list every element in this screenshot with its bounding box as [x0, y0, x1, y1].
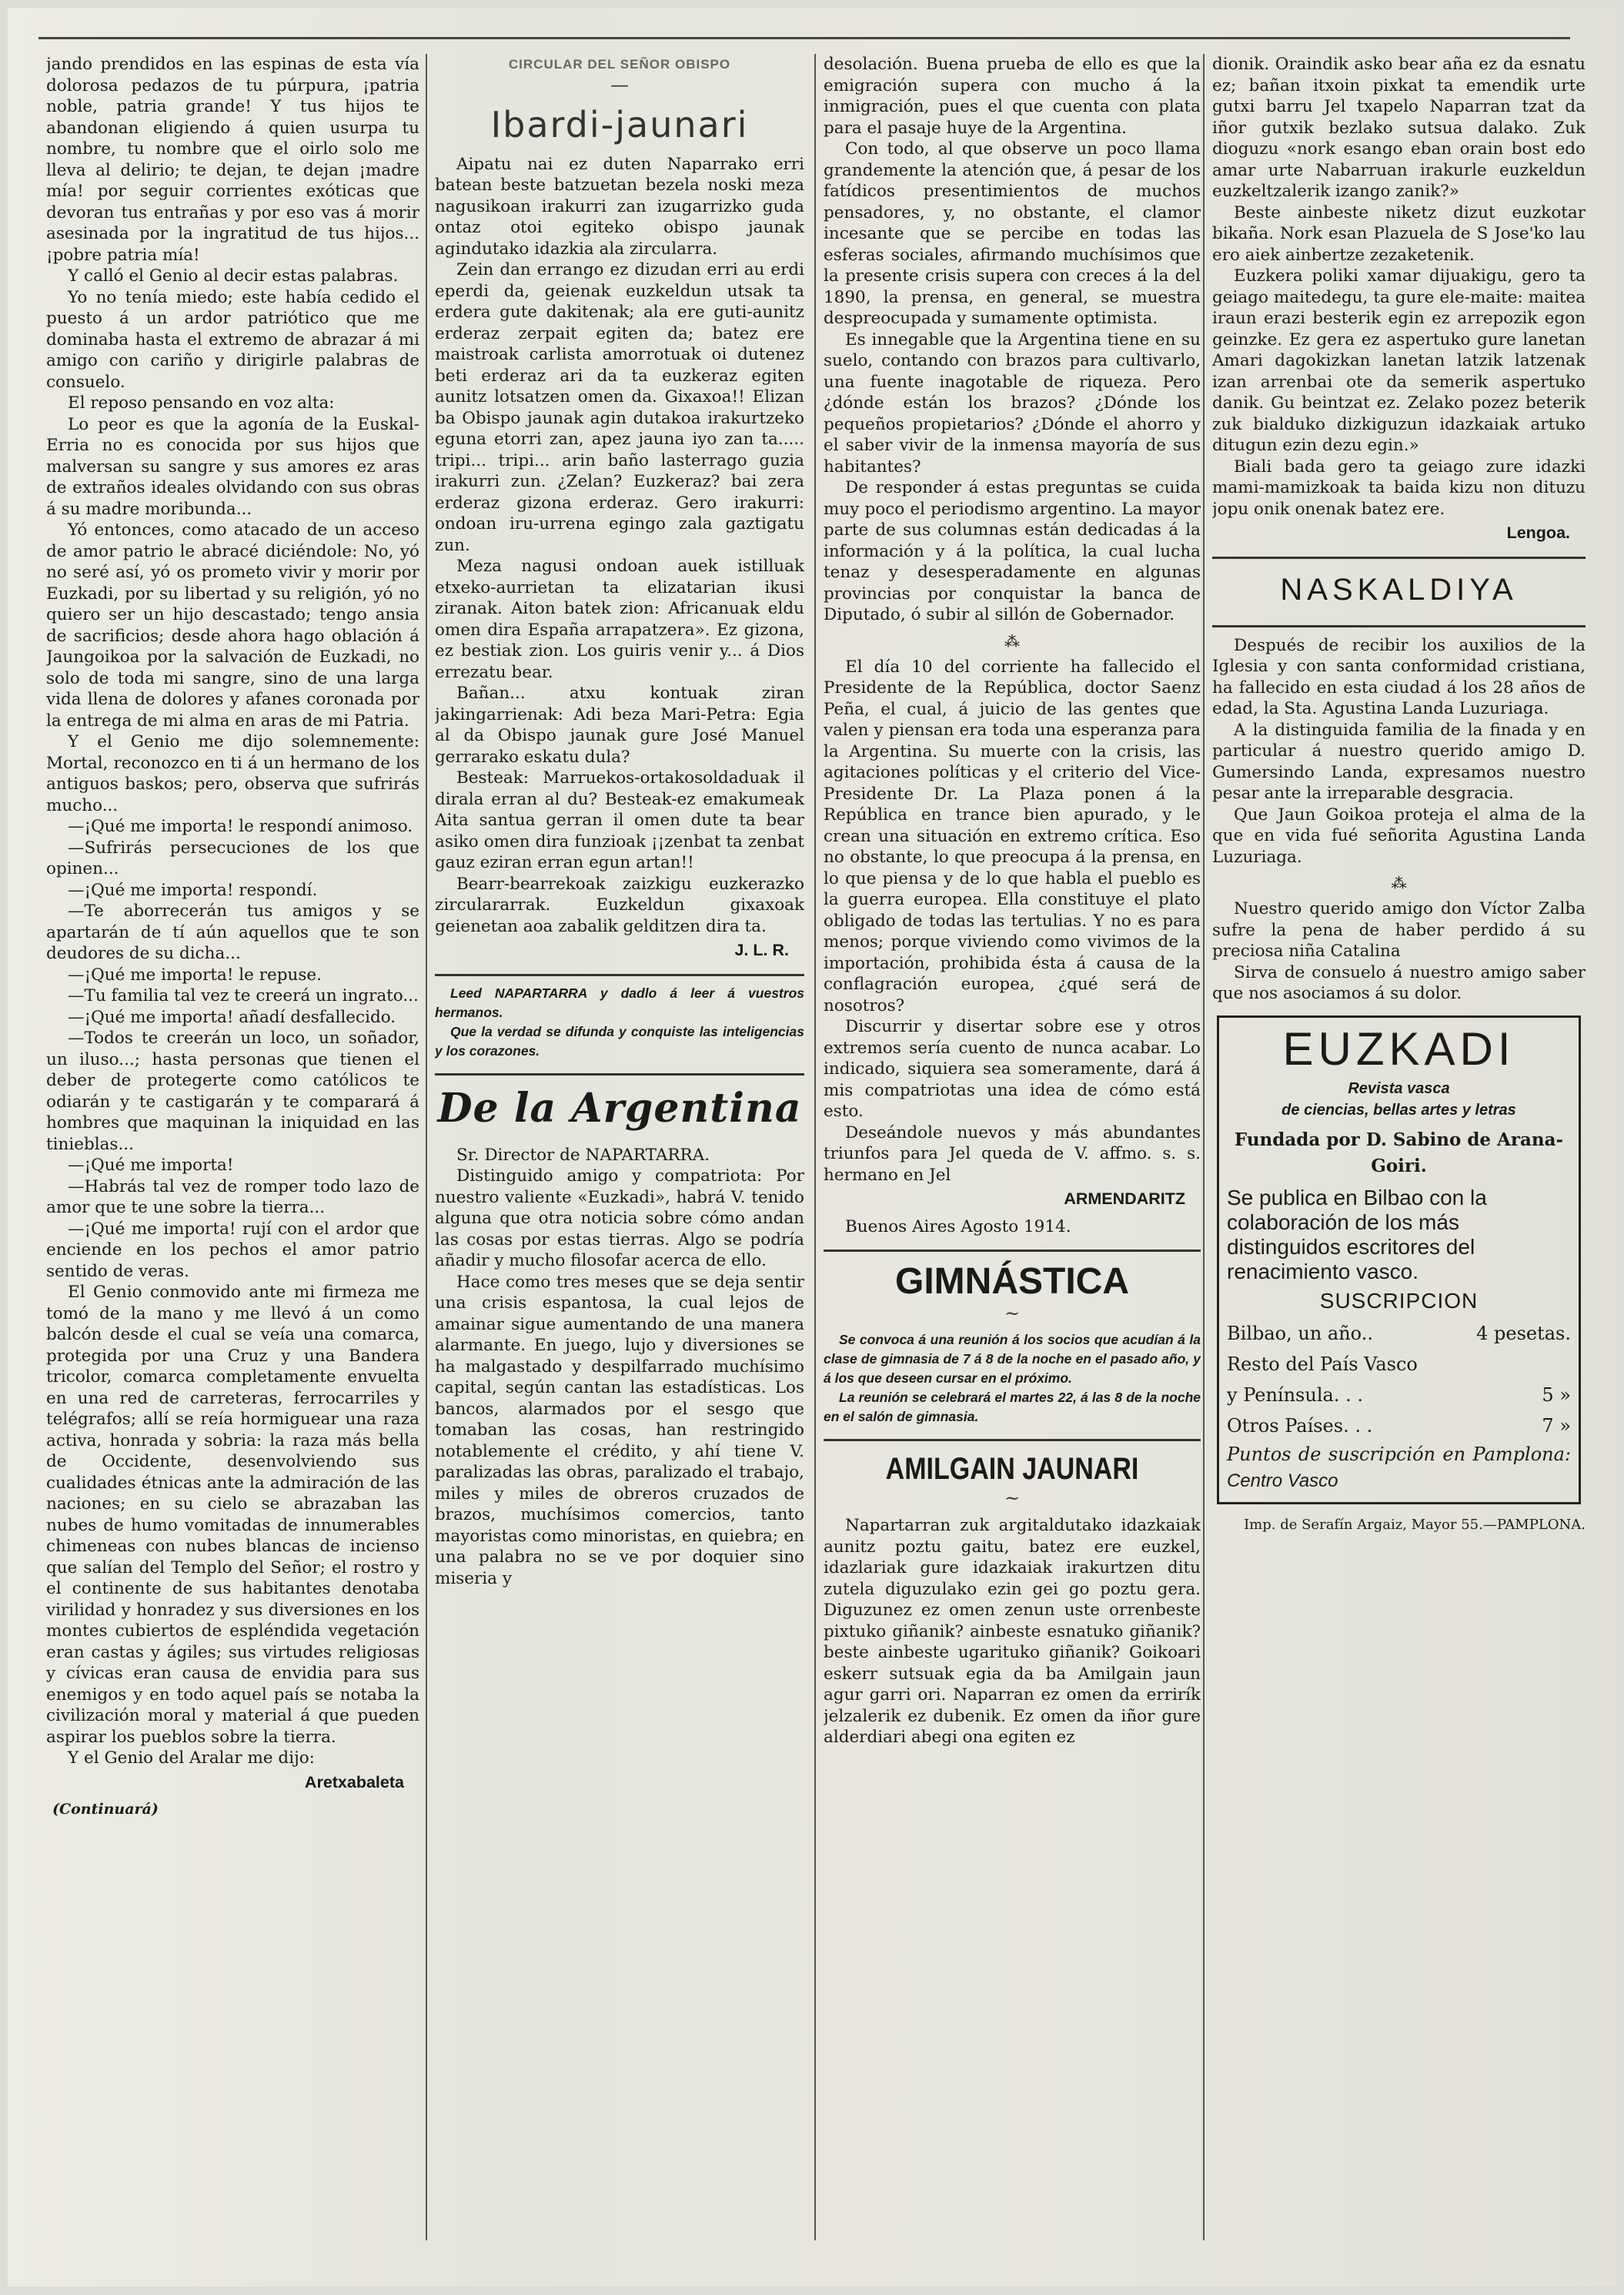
section-divider — [1212, 625, 1586, 627]
paragraph: jando prendidos en las espinas de esta vía dolorosa pedazos de tu púrpura, ¡patria noble, patria grande! Y tus hijos te abandonan eligiendo á quien usurpa tu nombre, tu nombre que el oirlo solo me lleva al delirio; te dejan, te dejan ¡madre mía! por seguir corrientes exóticas que devoran tus entrañas y por eso vas á morir asesinada por la ingratitud de tus hijos... ¡pobre patria mía! — [46, 55, 419, 265]
paragraph: De responder á estas preguntas se cuida muy poco el periodismo argentino. La mayor parte de sus columnas están dedicadas á la información y á la política, la cual lucha tenaz y desesperadamente en algunas provincias por conquistar la banca de Diputado, ó subir al sillón de Gobernador. — [824, 478, 1201, 624]
paragraph: —Te aborrecerán tus amigos y se apartarán de tí aún aquellos que te son deudores de su dicha... — [46, 902, 419, 963]
notice-text: Leed NAPARTARRA y dadlo á leer á vuestros hermanos. — [435, 985, 804, 1020]
paragraph: Y calló el Genio al decir estas palabras. — [68, 266, 399, 286]
price-row — [1227, 1380, 1571, 1410]
printer-imprint: Imp. de Serafín Argaiz, Mayor 55.—PAMPLONA. — [1244, 1516, 1586, 1533]
price-label: y Península. . . — [1227, 1383, 1363, 1406]
paragraph: Lo peor es que la agonía de la Euskal-Erria no es conocida por sus hijos que malversan su sangre y sus amores ez aras de extraños ideales olvidando con sus obras á su madre moribunda... — [46, 414, 419, 519]
section-divider — [824, 1250, 1201, 1252]
paragraph: El reposo pensando en voz alta: — [68, 393, 335, 413]
paragraph: Napartarran zuk argitaldutako idazkaiak aunitz poztu gaitu, batez ere euzkel, idazlariak gure idazkaiak irakurtzen ditu zutela diguzulako ezin gei go poztu gera. Diguzunez ez omen zenun uste orrenbeste pixtuko giñanik? ainbeste esnatuko giñanik? beste ainbeste ugarituko giñanik? Goikoari eskerr sutsuak egia da ba Amilgain jaun agur garri ori. Naparran ez omen da errirík jelzalerik ez dubenik. Ez omen da iñor gure alderdiari abegi ona egiten ez — [824, 1516, 1201, 1747]
paragraph: desolación. Buena prueba de ello es que la emigración supera con mucho á la inmigración, pues el que cuenta con plata para el pasaje huye de la Argentina. — [824, 55, 1201, 138]
notice-text: La reunión se celebrará el martes 22, á las 8 de la noche en el salón de gimnasia. — [824, 1390, 1201, 1424]
price-label: Resto del País Vasco — [1227, 1353, 1418, 1375]
paragraph: El Genio conmovido ante mi firmeza me tomó de la mano y me llevó á un como balcón desde el cual se veía una comarca, protegida por una Cruz y una Bandera tricolor, comarca completamente envuelta en una red de carreteras, ferrocarriles y telégrafos; allí se reía hormiguear una raza activa, honrada y sobria: la raza más bella de Occidente, desenvolviendo sus cualidades étnicas ante la admiración de las naciones; en su cielo se abrazaban las nubes de humo vomitadas de innumerables chimeneas con nubes blancas de incienso que salían del Templo del Señor; el rostro y el continente de sus habitantes denotaba virilidad y honradez y sus diversiones en los montes cubiertos de espléndida vegetación eran castas y ágiles; sus virtudes religiosas y cívicas eran causa de envidia para sus enemigos y en todo aquel país se notaba la civilización moral y material á que pueden aspirar los pueblos sobre la tierra. — [46, 1283, 419, 1747]
column-rule — [426, 54, 427, 2240]
ad-founder: Fundada por D. Sabino de Arana-Goiri. — [1234, 1129, 1564, 1176]
price-label: Otros Países. . . — [1227, 1414, 1373, 1437]
column-4 — [1212, 54, 1586, 2271]
newspaper-page — [8, 8, 1616, 2287]
notice-text: Se convoca á una reunión á los socios que acudían á la clase de gimnasia de 7 á 8 de la noche en el pasado año, y á los que deseen cursar en el próximo. — [824, 1332, 1201, 1386]
column-3 — [824, 54, 1201, 2271]
section-divider — [1212, 557, 1586, 559]
ad-subtitle: de ciencias, bellas artes y letras — [1281, 1101, 1516, 1119]
article-signature: Aretxabaleta — [304, 1772, 404, 1792]
article-signature: Lengoa. — [1506, 524, 1570, 542]
paragraph: Deseándole nuevos y más abundantes triunfos para Jel queda de V. affmo. s. s. hermano en Jel — [824, 1122, 1201, 1185]
article-signature: J. L. R. — [734, 941, 789, 959]
paragraph: —Habrás tal vez de romper todo lazo de amor que te une sobre la tierra... — [46, 1176, 419, 1217]
paragraph: —Tu familia tal vez te creerá un ingrato... — [68, 986, 419, 1005]
article-signature: ARMENDARITZ — [1064, 1189, 1185, 1208]
price-row — [1227, 1410, 1571, 1441]
ad-subtitle: Revista vasca — [1348, 1079, 1450, 1097]
paragraph: Distinguido amigo y compatriota: Por nuestro valiente «Euzkadi», habrá V. tenido alguna que otra noticia sobre cómo andan las cosas por estas tierras. Algo se podría añadir y mucho filosofar acerca de ello. — [435, 1166, 804, 1270]
paragraph: Beste ainbeste niketz dizut euzkotar bikaña. Nork esan Plazuela de S Jose'ko lau ero aiek ainbertze zezaketenik. — [1212, 202, 1586, 265]
paragraph: —¡Qué me importa! — [68, 1156, 234, 1175]
continued-note: (Continuará) — [52, 1801, 159, 1818]
salutation: Sr. Director de NAPARTARRA. — [456, 1145, 710, 1165]
notice-box — [435, 984, 804, 1061]
price-row — [1227, 1318, 1571, 1349]
top-rule — [38, 37, 1570, 39]
ad-subscription-points — [1227, 1441, 1571, 1494]
paragraph: Meza nagusi ondoan auek istilluak etxeko-aurrietan ta elizatarian ikusi ziranak. Aiton batek zion: Africanuak eldu omen dira España arrapatzera». Ez gizona, ez bestiak zion. Los guiris venir y... á Dios errezatu bear. — [435, 557, 804, 682]
asterism-divider: ⁂ — [1391, 874, 1407, 892]
paragraph: Biali bada gero ta geiago zure idazki mami-mamizkoak ta baida kizu non dituzu jopu onik onenak batez ere. — [1212, 457, 1586, 519]
paragraph: dionik. Oraindik asko bear aña ez da esnatu ez; bañan itxoin pixkat ta emendik urte gutxi barru Jel txapelo Naparran tzat da iñor gutxik bezlako sutsua dalako. Zuk dioguzu «nork esango eban orain bost edo amar urte Nabarruan irakurle euzkeldun euzkeltzalerik izango zanik?» — [1212, 55, 1586, 201]
paragraph: Que Jaun Goikoa proteja el alma de la que en vida fué señorita Agustina Landa Luzuriaga. — [1212, 805, 1586, 867]
section-divider — [435, 1073, 804, 1076]
paragraph: Zein dan errango ez dizudan erri au erdi eperdi da, geienak euzkeldun utsak ta erdera gute dakitenak; ala ere guti-aunitz erderaz zerpait egiten da; batez ere maistroak carlista amorrotuak oi dutenez beti erderaz ari da ta euzkeraz egiten aunitz lotsatzen omen da. Gixaxoa!! Elizan ba Obispo jaunak agin dutakoa irakurtzeko eguna etorri zan, apez jauna iyo zan ta..... tripi... tripi... arin baño lasterrago guzia irakurri zun. ¿Zelan? Euzkeraz? bai zera erderaz gizona erderaz. Gero irakurri: ondoan iru-urrena egingo zala gaztigatu zun. — [435, 260, 804, 555]
paragraph: —¡Qué me importa! rují con el ardor que enciende en los pechos el amor patrio sentido de veras. — [46, 1219, 419, 1281]
paragraph: Es innegable que la Argentina tiene en su suelo, contando con brazos para cultivarlo, una fuente inagotable de riqueza. Pero ¿dónde están los brazos? ¿Dónde los pequeños propietarios? ¿Dónde el ahorro y el saber vivir de la inmensa mayoría de sus habitantes? — [824, 330, 1201, 477]
paragraph: Después de recibir los auxilios de la Iglesia y con santa conformidad cristiana, ha fallecido en esta ciudad á los 28 años de edad, la Sta. Agustina Landa Luzuriaga. — [1212, 635, 1586, 718]
paragraph: Euzkera poliki xamar dijuakigu, gero ta geiago maitedegu, ta gure ele-maite: maitea iraun erazi besterik egin ez arrepozik egon geinzke. Ez gera ez aspertuko gure lanetan Amari dagokizkan lanetan latzik latzenak izan arrenbai ote da semerik aspertuko danik. Gu beintzat ez. Zelako pozez beterik zuk bialduko dizkiguzun idazkaiak artuko ditugun ezin dezu egin.» — [1212, 266, 1586, 455]
notice-text: Que la verdad se difunda y conquiste las inteligencias y los corazones. — [435, 1023, 804, 1059]
paragraph: Besteak: Marruekos-ortakosoldaduak il dirala erran al du? Besteak-ez emakumeak Aita santua gerran il omen dute ta bear asiko omen dira funzioak ¡¡zenbat ta zenbat gauz eziran erran egun artan!! — [435, 768, 804, 872]
paragraph: A la distinguida familia de la finada y en particular á nuestro querido amigo D. Gumersindo Landa, expresamos nuestro pesar ante la irreparable desgracia. — [1212, 720, 1586, 803]
points-label: Puntos de suscripción en Pamplona: — [1227, 1443, 1571, 1465]
article-headline: GIMNÁSTICA — [895, 1261, 1129, 1302]
paragraph: Yo no tenía miedo; este había cedido el puesto á un ardor patriótico que me dominaba hasta el extremo de abrazar á mi amigo con cariño y dirigirle palabras de consuelo. — [46, 287, 419, 392]
ad-title: EUZKADI — [1282, 1022, 1515, 1075]
dateline: Buenos Aires Agosto 1914. — [845, 1216, 1071, 1236]
column-rule — [814, 54, 816, 2240]
paragraph: Bearr-bearrekoak zaizkigu euzkerazko zirculararrak. Euzkeldun gixaxoak geienetan aoa zabalik gelditzen dira ta. — [435, 874, 804, 936]
paragraph: —¡Qué me importa! respondí. — [68, 880, 318, 900]
paragraph: Bañan... atxu kontuak ziran jakingarrienak: Adi beza Mari-Petra: Egia al da Obispo jaunak gure José Manuel gerrarako eskatu dula? — [435, 684, 804, 767]
paragraph: Yó entonces, como atacado de un acceso de amor patrio le abracé diciéndole: No, yó no seré así, yó os prometo vivir y morir por Euzkadi, por su libertad y su religión, yó no quiero ser un hijo descastado; tengo ansia de sacrificios; desde ahora hago oblación á Jaungoikoa por la salvación de Euzkadi, no solo de toda mi sangre, sino de una larga vida llena de dolores y afanes coronada por la entrega de mi alma en aras de mi Patria. — [46, 520, 419, 731]
paragraph: —Todos te creerán un loco, un soñador, un iluso...; hasta personas que tienen el deber de protegerte como católicos te odiarán y te castigarán y te comparará á hombres que maquinan la iniquidad en las tinieblas... — [46, 1029, 419, 1154]
notice-box — [824, 1330, 1201, 1427]
ornament-divider: — — [610, 73, 629, 95]
asterism-divider: ⁂ — [1004, 631, 1020, 651]
price-value: 4 pesetas. — [1476, 1322, 1571, 1344]
advertisement-box — [1217, 1015, 1581, 1504]
paragraph: Sirva de consuelo á nuestro amigo saber que nos asociamos á su dolor. — [1212, 962, 1586, 1003]
section-divider — [435, 974, 804, 976]
paragraph: Hace como tres meses que se deja sentir una crisis espantosa, la cual lejos de amainar sigue aumentando de una manera alarmante. En juego, lujo y diversiones se ha malgastado y despilfarrado muchísimo capital, según cantan las estadísticas. Los bancos, alarmados por el sesgo que tomaban las cosas, han restringido notablemente el crédito, y ahí tiene V. paralizadas las obras, paralizado el trabajo, miles y miles de obreros cruzados de brazos, muchísimos comercios, tanto mayoristas como minoristas, en quiebra; en una palabra no se ve por doquier sino miseria y — [435, 1272, 804, 1588]
ornament-divider: ~ — [1004, 1487, 1021, 1509]
price-value: 7 » — [1542, 1414, 1571, 1437]
article-headline: AMILGAIN JAUNARI — [885, 1452, 1139, 1486]
ad-body: Se publica en Bilbao con la colaboración de los más distinguidos escritores del renacimiento vasco. — [1227, 1185, 1487, 1283]
column-rule — [1203, 54, 1205, 2240]
paragraph: Con todo, al que observe un poco llama grandemente la atención que, á pesar de los fatídicos presentimientos de muchos pensadores, y, no obstante, el clamor incesante que se percibe en todas las esferas sociales, afirmando muchísimos que la presente crisis supera con creces á la del 1890, la prensa, en general, se muestra despreocupada y sumamente optimista. — [824, 139, 1201, 328]
article-headline: Ibardi-jaunari — [490, 103, 749, 146]
column-2 — [435, 54, 804, 2271]
paragraph: —Sufrirás persecuciones de los que opinen... — [46, 838, 419, 878]
price-label: Bilbao, un año.. — [1227, 1322, 1373, 1344]
paragraph: El día 10 del corriente ha fallecido el Presidente de la República, doctor Saenz Peña, el cual, á juicio de las gentes que valen y piensan era toda una esperanza para la Argentina. Su muerte con la crisis, las agitaciones políticas y el criterio del Vice-Presidente Dr. La Plaza ponen á la República en trance bien apurado, y le crean una situación en extremo crítica. Eso no obstante, lo que preocupa á la prensa, en lo que piensa y de lo que habla el pueblo es la guerra europea. Ella constituye el plato obligado de todas las tertulias. Y no es para menos; porque viviendo como vivimos de la importación, prohibida ésta á causa de la conflagración europea, ¿qué será de nosotros? — [824, 657, 1201, 1015]
article-headline: NASKALDIYA — [1280, 572, 1518, 607]
paragraph: —¡Qué me importa! añadí desfallecido. — [68, 1007, 396, 1027]
article-headline: De la Argentina — [437, 1084, 802, 1132]
section-divider — [824, 1439, 1201, 1441]
paragraph: Discurrir y disertar sobre ese y otros extremos sería cuento de nunca acabar. Lo indicado, siquiera sea someramente, dará á mis compatriotas una idea de cómo está esto. — [824, 1017, 1201, 1121]
paragraph: Y el Genio del Aralar me dijo: — [68, 1748, 315, 1768]
ad-subscription-heading: SUSCRIPCION — [1319, 1288, 1479, 1313]
paragraph: Aipatu nai ez duten Naparrako erri batean beste batzuetan bezela noski meza nagusikoan irakurri zan izugarrizko guda ontaz otoi egiteko obispo jaunak agindutako idazkia ala zircularra. — [435, 154, 804, 259]
article-kicker: CIRCULAR DEL SEÑOR OBISPO — [508, 57, 731, 72]
paragraph: Nuestro querido amigo don Víctor Zalba sufre la pena de haber perdido á su preciosa niña Catalina — [1212, 899, 1586, 961]
ornament-divider: ~ — [1004, 1303, 1021, 1324]
paragraph: —¡Qué me importa! le respondí animoso. — [68, 817, 413, 836]
points-value: Centro Vasco — [1227, 1470, 1338, 1491]
paragraph: —¡Qué me importa! le repuse. — [68, 965, 322, 985]
price-row — [1227, 1349, 1571, 1380]
paragraph: Y el Genio me dijo solemnemente: Mortal, reconozco en ti á un hermano de los antiguos baskos; pero, observa que sufrirás mucho... — [46, 732, 419, 815]
price-value: 5 » — [1542, 1383, 1571, 1406]
column-1 — [46, 54, 419, 2271]
